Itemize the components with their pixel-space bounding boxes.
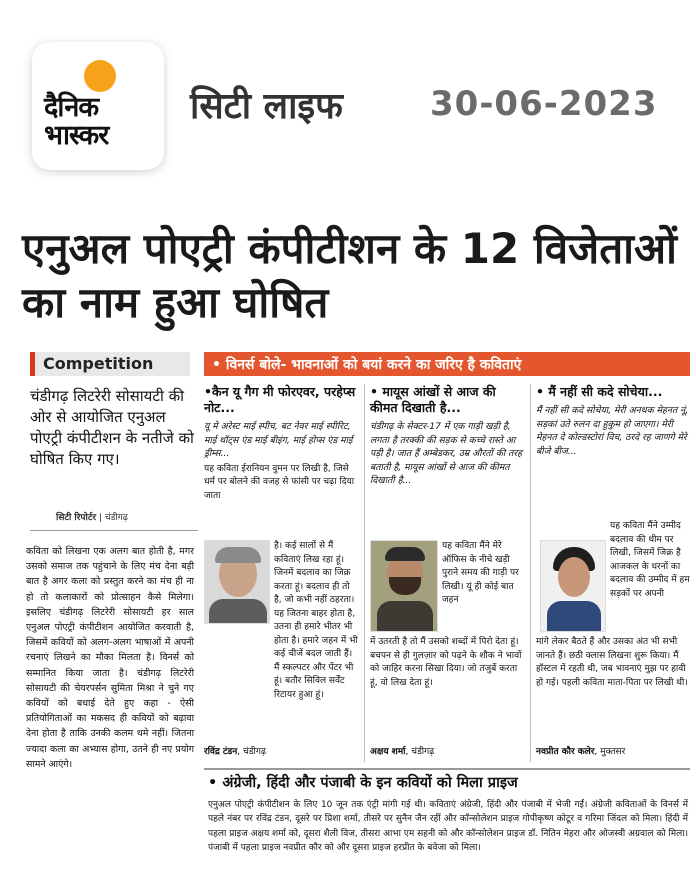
prize-box — [204, 768, 690, 880]
intro-text: चंडीगढ़ लिटरेरी सोसायटी की ओर से आयोजित एनुअल पोएट्री कंपीटीशन के नतीजे को घोषित किए गए। — [30, 387, 194, 468]
winner-name: रविंद्र टंडन — [204, 747, 238, 757]
column-text-continued: है। कई सालों से मैं कविताएं लिख रहा हूं। जिनमें बदलाव का जिक्र करता हूं। बदलाव ही तो है, जो कभी नहीं ठहरता। यह जितना बाहर होता है, उतना ही हमारे भीतर भी होता है। हमारे जहन में भी कई चीजें बदल जाती हैं। मैं स्कल्पटर और पेंटर भी हूं। बतौर सिविल सर्वेंट रिटायर हुआ हूं। — [274, 541, 358, 700]
column-divider — [364, 384, 365, 762]
winner-place: चंडीगढ़ — [243, 747, 267, 757]
column-heading: • मायूस आंखों से आज की कीमत दिखाती है... — [370, 384, 496, 415]
dainik-bhaskar-logo — [32, 42, 164, 170]
winner-column-3 — [536, 384, 690, 458]
byline-place: चंडीगढ़ — [104, 513, 128, 523]
winner-column-3-wrap — [610, 520, 690, 601]
column-text: यह कविता मैंने उम्मीद बदलाव की थीम पर लिखी, जिसमें जिक्र है आजकल के धरनों का बदलाव की उम्मीद में हम सड़कों पर अपनी — [610, 521, 690, 599]
winner-signature-1: रविंद्र टंडन, चंडीगढ़ — [204, 747, 267, 757]
winner-photo-1 — [204, 540, 270, 624]
column-text-continued: में उतरती है तो मैं उसको शब्दों में पिरो देता हूं। बचपन से ही गुलज़ार को पढ़ने के शौक ने भावों को जाहिर करना सिखा दिया। जो तजुर्बे करता हूं, वो लिख देता हूं। — [370, 637, 522, 688]
logo-text-line2: भास्कर — [44, 120, 109, 151]
logo-text-line1: दैनिक — [44, 92, 99, 123]
winner-name: अक्षय शर्मा — [370, 747, 406, 757]
poem-excerpt: यू मे अरेस्ट माई स्पीच, बट नेवर माई स्पीरिट, माई थॉट्स एंड माई बीइंग, माई होप्स एंड माई ड्रीम्स... — [204, 421, 353, 459]
winner-name: नवप्रीत कौर कलेर — [536, 747, 595, 757]
column-divider — [530, 384, 531, 762]
winner-signature-3: नवप्रीत कौर कलेर, मुक्तसर — [536, 747, 626, 757]
headline: एनुअल पोएट्री कंपीटीशन के 12 विजेताओं का नाम हुआ घोषित — [22, 224, 677, 327]
section-tag-label: Competition — [43, 354, 154, 373]
sun-icon — [84, 60, 116, 92]
winner-column-2-bottom — [370, 636, 526, 690]
article-body: कविता को लिखना एक अलग बात होती है, मगर उसको समाज तक पहुंचाने के लिए मंच देना बड़ी बात है अगर कला को प्रस्तुत करने का मंच ही ना हो तो कलाकारों को प्रोत्साहन कैसे मिलेगा। इसलिए चंडीगढ़ लिटरेरी सोसायटी हर साल एनुअल पोएट्री कंपीटीशन आयोजित करवाती है, जिसमें कवियों को अलग-अलग भाषाओं में अपनी रचनाएं लिखने का मौका मिलता है। विनर्स को सम्मानित किया जाता है। चंडीगढ़ लिटरेरी सोसायटी की चेयरपर्सन सुमिता मिश्रा ने चुने गए कवियों को बधाई देते हुए कहा - ऐसी प्रतियोगिताओं का मकसद ही कवियों को बढ़ावा देना होता है ताकि उनकी कलम थमे नहीं। जितना ज्यादा कला का अभ्यास होगा, उतने ही नए प्रयोग सामने आएंगे। — [26, 546, 194, 770]
subheading-bar-text: • विनर्स बोले- भावनाओं को बयां करने का जरिए है कविताएं — [212, 357, 522, 373]
column-heading: • मैं नहीं सी कदे सोचेया... — [536, 384, 663, 399]
poem-excerpt: चंडीगढ़ के सेक्टर-17 में एक गाड़ी खड़ी है, लगता है तरक्की की सड़क से कच्चे रास्ते आ पड़ी है। जात हैं अम्बेडकर, उम्र औरतों की तरह बताती है, मायूस आंखों से आज की कीमत दिखाती है... — [370, 421, 523, 486]
section-tag — [30, 352, 190, 376]
byline: सिटी रिपोर्टर | चंडीगढ़ — [56, 513, 128, 523]
logo-text — [44, 94, 154, 150]
column-heading: •कैन यू गैग मी फोरएवर, परहेप्स नोट... — [204, 384, 356, 415]
prize-box-heading: • अंग्रेजी, हिंदी और पंजाबी के इन कवियों को मिला प्राइज — [208, 775, 518, 791]
winner-column-2 — [370, 384, 526, 488]
column-text: यह कविता ईरानियन वुमन पर लिखी है, जिसे धर्म पर बोलने की वजह से फांसी पर चढ़ा दिया जाता — [204, 463, 355, 501]
subheading-bar — [204, 352, 690, 376]
winner-place: मुक्तसर — [600, 747, 626, 757]
poem-excerpt: मैं नहीं सी कदे सोचेया, मेरी अनथक मेहनत नूं, सड़कां उते रुलन दा हुकुम हो जाएगा। मेरी मेहनत दे कोल्डस्टोरां विच, ठरदे रह जाणगे मेरे बीजे बीज... — [536, 405, 689, 457]
column-text: यह कविता मैंने मेरे ऑफिस के नीचे खड़ी पुराने समय की गाड़ी पर लिखी। यूं ही कोई बात जहन — [442, 541, 519, 605]
divider — [30, 530, 198, 531]
column-text-continued: मांगे लेकर बैठते हैं और उसका अंत भी सभी जानते हैं। छठी क्लास लिखना शुरू किया। मैं हॉस्टल में रहती थी, जब भावनाएं मुझ पर हावी हो गई। पहली कविता माता-पिता पर लिखी थी। — [536, 637, 688, 688]
section-title: सिटी लाइफ — [190, 86, 343, 127]
winner-column-1-wrap — [274, 540, 360, 702]
byline-name: सिटी रिपोर्टर — [56, 513, 97, 523]
winner-photo-3 — [540, 540, 606, 632]
winner-column-1 — [204, 384, 360, 503]
winner-column-2-wrap — [442, 540, 526, 608]
winner-place: चंडीगढ़ — [411, 747, 435, 757]
winner-column-3-bottom — [536, 636, 690, 690]
winner-photo-2 — [370, 540, 438, 632]
page-header — [0, 0, 696, 210]
winner-signature-2: अक्षय शर्मा, चंडीगढ़ — [370, 747, 435, 757]
publish-date: 30-06-2023 — [430, 84, 658, 124]
prize-box-text: एनुअल पोएट्री कंपीटीशन के लिए 10 जून तक एंट्री मांगी गई थी। कविताएं अंग्रेजी, हिंदी और पंजाबी में भेजी गईं। अंग्रेजी कविताओं के विनर्स में पहले नंबर पर रविंद्र टंडन, दूसरे पर प्रिशा शर्मा, तीसरे पर सुनैन जैन रहीं और कॉन्सोलेशन प्राइज गोपीकृष्ण कोटूर व गरिमा जिंदल को मिला। हिंदी में पहला प्राइज अक्षय शर्मा को, दूसरा शैली विज, तीसरा आभा एम सहनी को और कॉन्सोलेशन प्राइज डॉ. नितिन मेहरा और ओजस्वी अग्रवाल को मिला। पंजाबी में पहला प्राइज नवप्रीत कौर को और दूसरा प्राइज हरप्रीत के बवेजा को मिला। — [208, 800, 688, 854]
